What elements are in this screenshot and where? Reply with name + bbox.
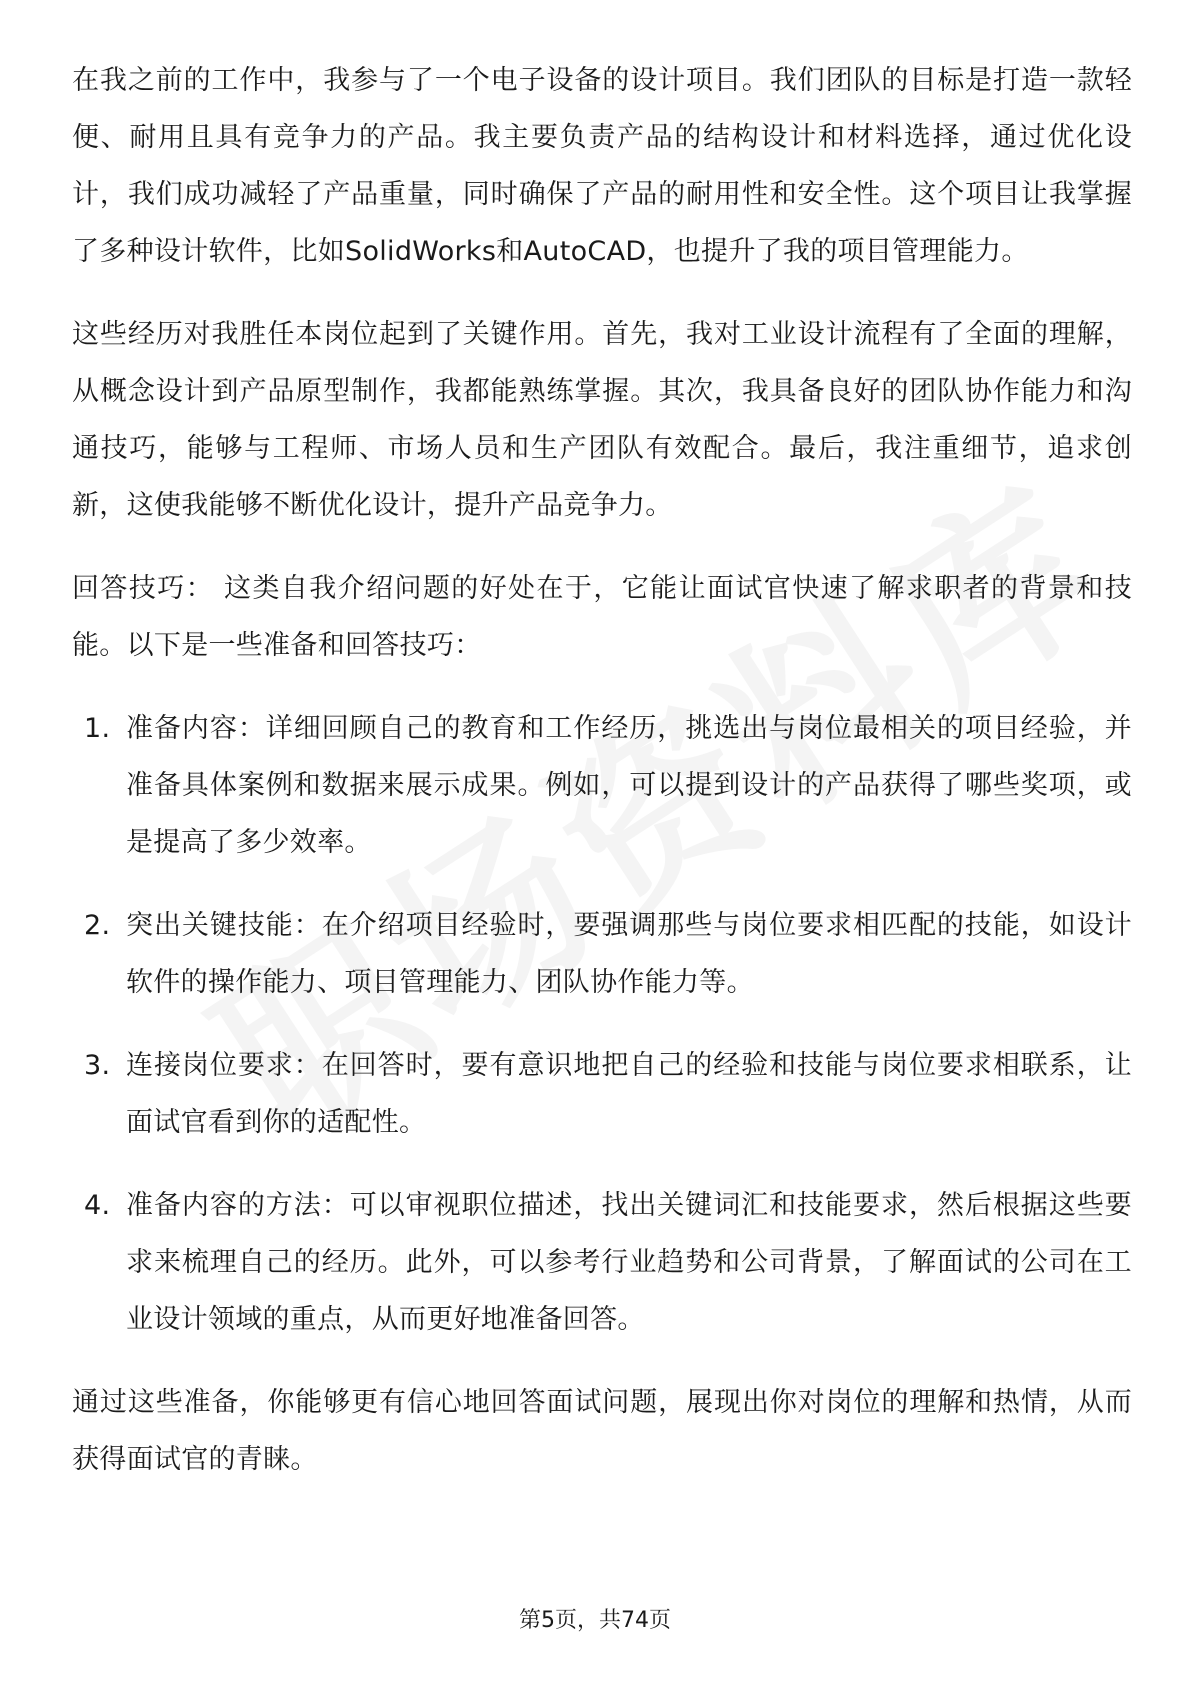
list-item	[72, 1177, 1132, 1348]
list-item-number: 4.	[84, 1190, 111, 1221]
paragraph-project-experience: 在我之前的工作中，我参与了一个电子设备的设计项目。我们团队的目标是打造一款轻便、耐用且具有竞争力的产品。我主要负责产品的结构设计和材料选择，通过优化设计，我们成功减轻了产品重量，同时确保了产品的耐用性和安全性。这个项目让我掌握了多种设计软件，比如SolidWorks和AutoCAD，也提升了我的项目管理能力。	[72, 65, 1132, 267]
list-item-number: 1.	[84, 713, 111, 744]
tips-list	[72, 700, 1132, 1348]
paragraph-conclusion: 通过这些准备，你能够更有信心地回答面试问题，展现出你对岗位的理解和热情，从而获得面试官的青睐。	[72, 1387, 1132, 1475]
list-item-text: 连接岗位要求：在回答时，要有意识地把自己的经验和技能与岗位要求相联系，让面试官看到你的适配性。	[126, 1050, 1132, 1138]
paragraph-role-fit: 这些经历对我胜任本岗位起到了关键作用。首先，我对工业设计流程有了全面的理解，从概念设计到产品原型制作，我都能熟练掌握。其次，我具备良好的团队协作能力和沟通技巧，能够与工程师、市场人员和生产团队有效配合。最后，我注重细节，追求创新，这使我能够不断优化设计，提升产品竞争力。	[72, 319, 1132, 521]
list-item-text: 突出关键技能：在介绍项目经验时，要强调那些与岗位要求相匹配的技能，如设计软件的操作能力、项目管理能力、团队协作能力等。	[126, 910, 1132, 998]
list-item	[72, 1037, 1132, 1151]
paragraph-answer-tips-intro: 回答技巧： 这类自我介绍问题的好处在于，它能让面试官快速了解求职者的背景和技能。以下是一些准备和回答技巧：	[72, 573, 1132, 661]
list-item	[72, 897, 1132, 1011]
page-content	[72, 52, 1132, 1514]
page-number: 第5页，共74页	[519, 1608, 671, 1633]
list-item	[72, 700, 1132, 871]
list-item-text: 准备内容：详细回顾自己的教育和工作经历，挑选出与岗位最相关的项目经验，并准备具体案例和数据来展示成果。例如，可以提到设计的产品获得了哪些奖项，或是提高了多少效率。	[126, 713, 1132, 858]
list-item-text: 准备内容的方法：可以审视职位描述，找出关键词汇和技能要求，然后根据这些要求来梳理自己的经历。此外，可以参考行业趋势和公司背景，了解面试的公司在工业设计领域的重点，从而更好地准备回答。	[126, 1190, 1132, 1335]
list-item-number: 3.	[84, 1050, 111, 1081]
list-item-number: 2.	[84, 910, 111, 941]
